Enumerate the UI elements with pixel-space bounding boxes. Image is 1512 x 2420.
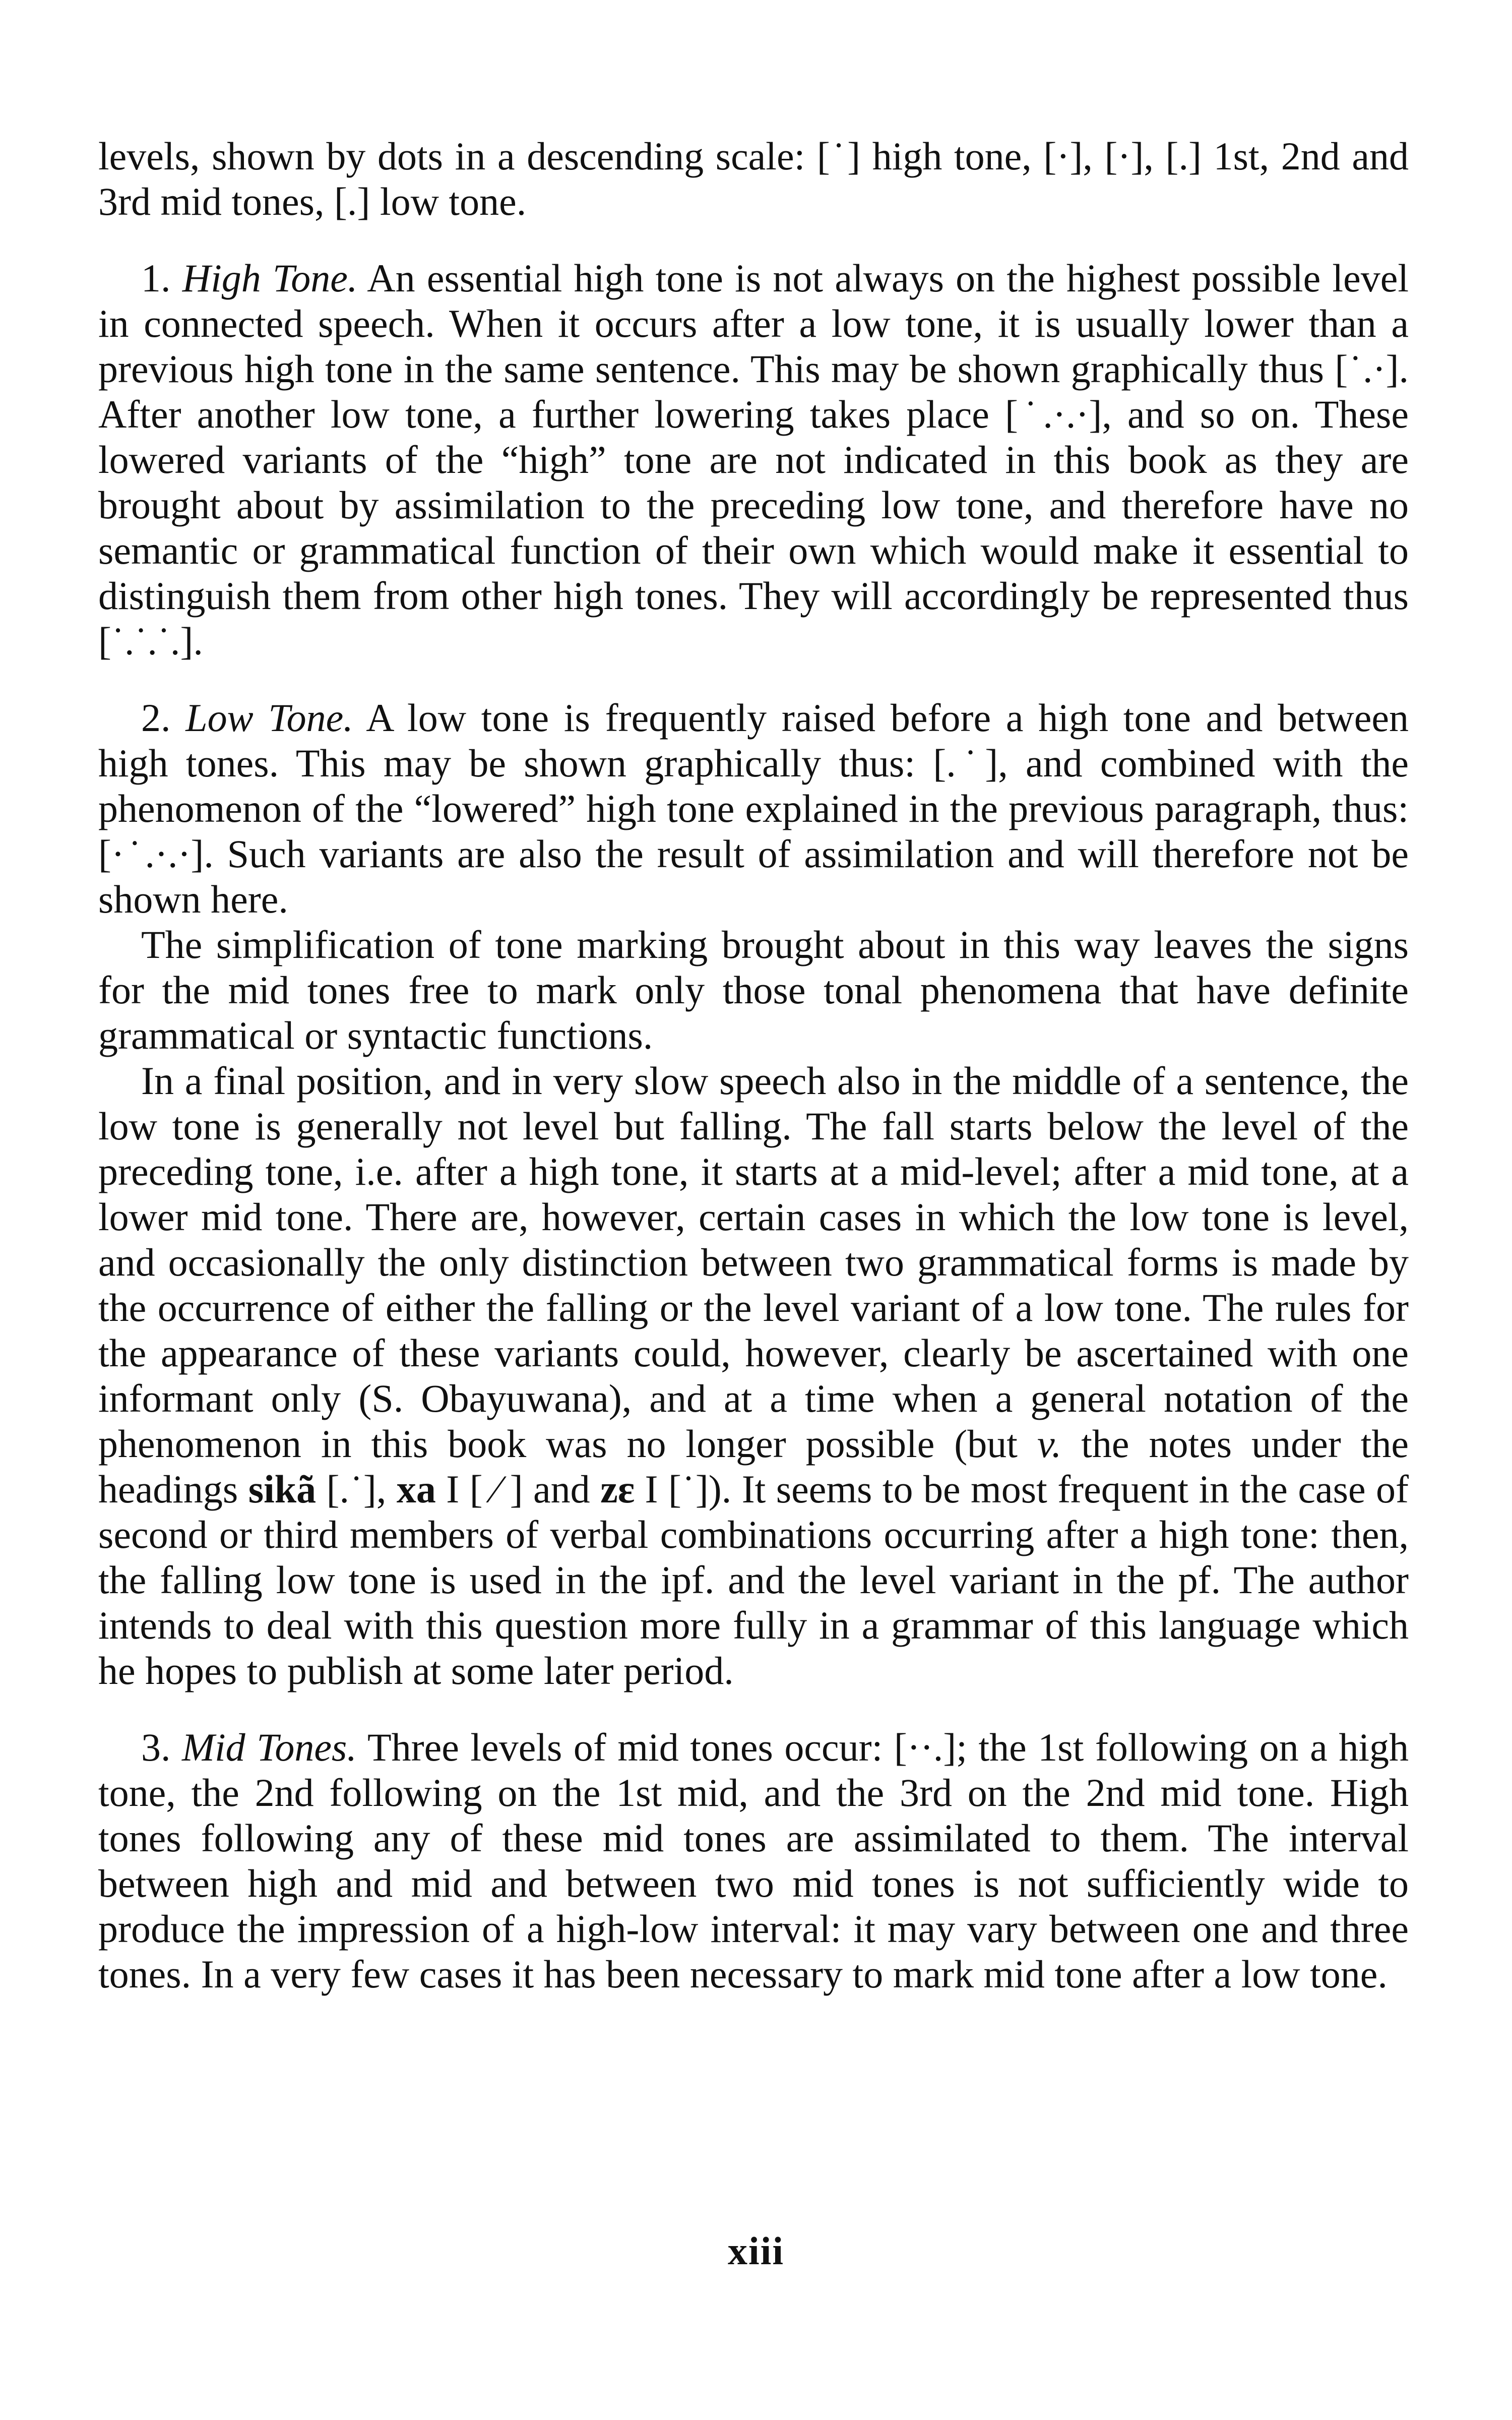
low-tone-paragraph [98, 695, 1409, 922]
high-tone-number: 1. [141, 256, 171, 300]
headword-sika: sikã [248, 1467, 317, 1511]
low-tone-heading: Low Tone. [185, 696, 353, 740]
final-position-text-e: I [˙]). It seems to be most frequent in the case of second or third members of verbal combinations occurring after a high tone: then, the falling low tone is used in the ipf. and the level variant in the pf. The author intends to deal with this question more fully in a grammar of this language which he hopes to publish at some later period. [98, 1467, 1409, 1692]
mid-tones-number: 3. [141, 1725, 171, 1769]
high-tone-heading: High Tone. [182, 256, 358, 300]
mid-tones-paragraph [98, 1725, 1409, 1997]
mid-tones-text: Three levels of mid tones occur: [··.]; the 1st following on a high tone, the 2nd following on the 1st mid, and the 3rd on the 2nd mid tone. High tones following any of these mid tones are assimilated to them. The interval between high and mid and between two mid tones is not sufficiently wide to produce the impression of a high-low interval: it may vary between one and three tones. In a very few cases it has been necessary to mark mid tone after a low tone. [98, 1725, 1409, 1996]
mid-tones-heading: Mid Tones. [182, 1725, 357, 1769]
page-body [98, 134, 1409, 1997]
final-position-text-b: the notes under the headings [98, 1422, 1409, 1511]
vide-abbrev: v. [1037, 1422, 1062, 1466]
low-tone-number: 2. [141, 696, 171, 740]
final-position-text-a: In a final position, and in very slow speech also in the middle of a sentence, the low tone is generally not level but falling. The fall starts below the level of the preceding tone, i.e. after a high tone, it starts at a mid-level; after a mid tone, at a lower mid tone. There are, however, certain cases in which the low tone is level, and occasionally the only distinction between two grammatical forms is made by the occurrence of either the falling or the level variant of a low tone. The rules for the appearance of these variants could, however, clearly be ascertained with one informant only (S. Obayuwana), and at a time when a general notation of the phenomenon in this book was no longer possible (but [98, 1059, 1409, 1466]
page-number: xiii [727, 2229, 784, 2273]
final-position-text-c: [.˙], [316, 1467, 397, 1511]
headword-ze: zɛ [600, 1467, 635, 1511]
low-tone-text: A low tone is frequently raised before a high tone and between high tones. This may be shown graphically thus: [.˙], and combined with the phenomenon of the “lowered” high tone explained in the previous paragraph, thus: [·˙.·.·]. Such variants are also the result of assimilation and will therefore not be shown here. [98, 696, 1409, 921]
intro-paragraph: levels, shown by dots in a descending scale: [˙] high tone, [·], [·], [.] 1st, 2nd and 3rd mid tones, [.] low tone. [98, 134, 1409, 223]
simplification-paragraph: The simplification of tone marking brought about in this way leaves the signs for the mid tones free to mark only those tonal phenomena that have definite grammatical or syntactic functions. [98, 923, 1409, 1057]
high-tone-text: An essential high tone is not always on the highest possible level in connected speech. When it occurs after a low tone, it is usually lower than a previous high tone in the same sentence. This may be shown graphically thus [˙.·]. After another low tone, a further lowering takes place [˙.·.·], and so on. These lowered variants of the “high” tone are not indicated in this book as they are brought about by assimilation to the preceding low tone, and therefore have no semantic or grammatical function of their own which would make it essential to distinguish them from other high tones. They will accordingly be represented thus [˙.˙.˙.]. [98, 256, 1409, 663]
headword-xa: xa [396, 1467, 436, 1511]
high-tone-paragraph [98, 256, 1409, 664]
final-position-paragraph [98, 1058, 1409, 1693]
final-position-text-d: I [ ⁄ ] and [435, 1467, 601, 1511]
